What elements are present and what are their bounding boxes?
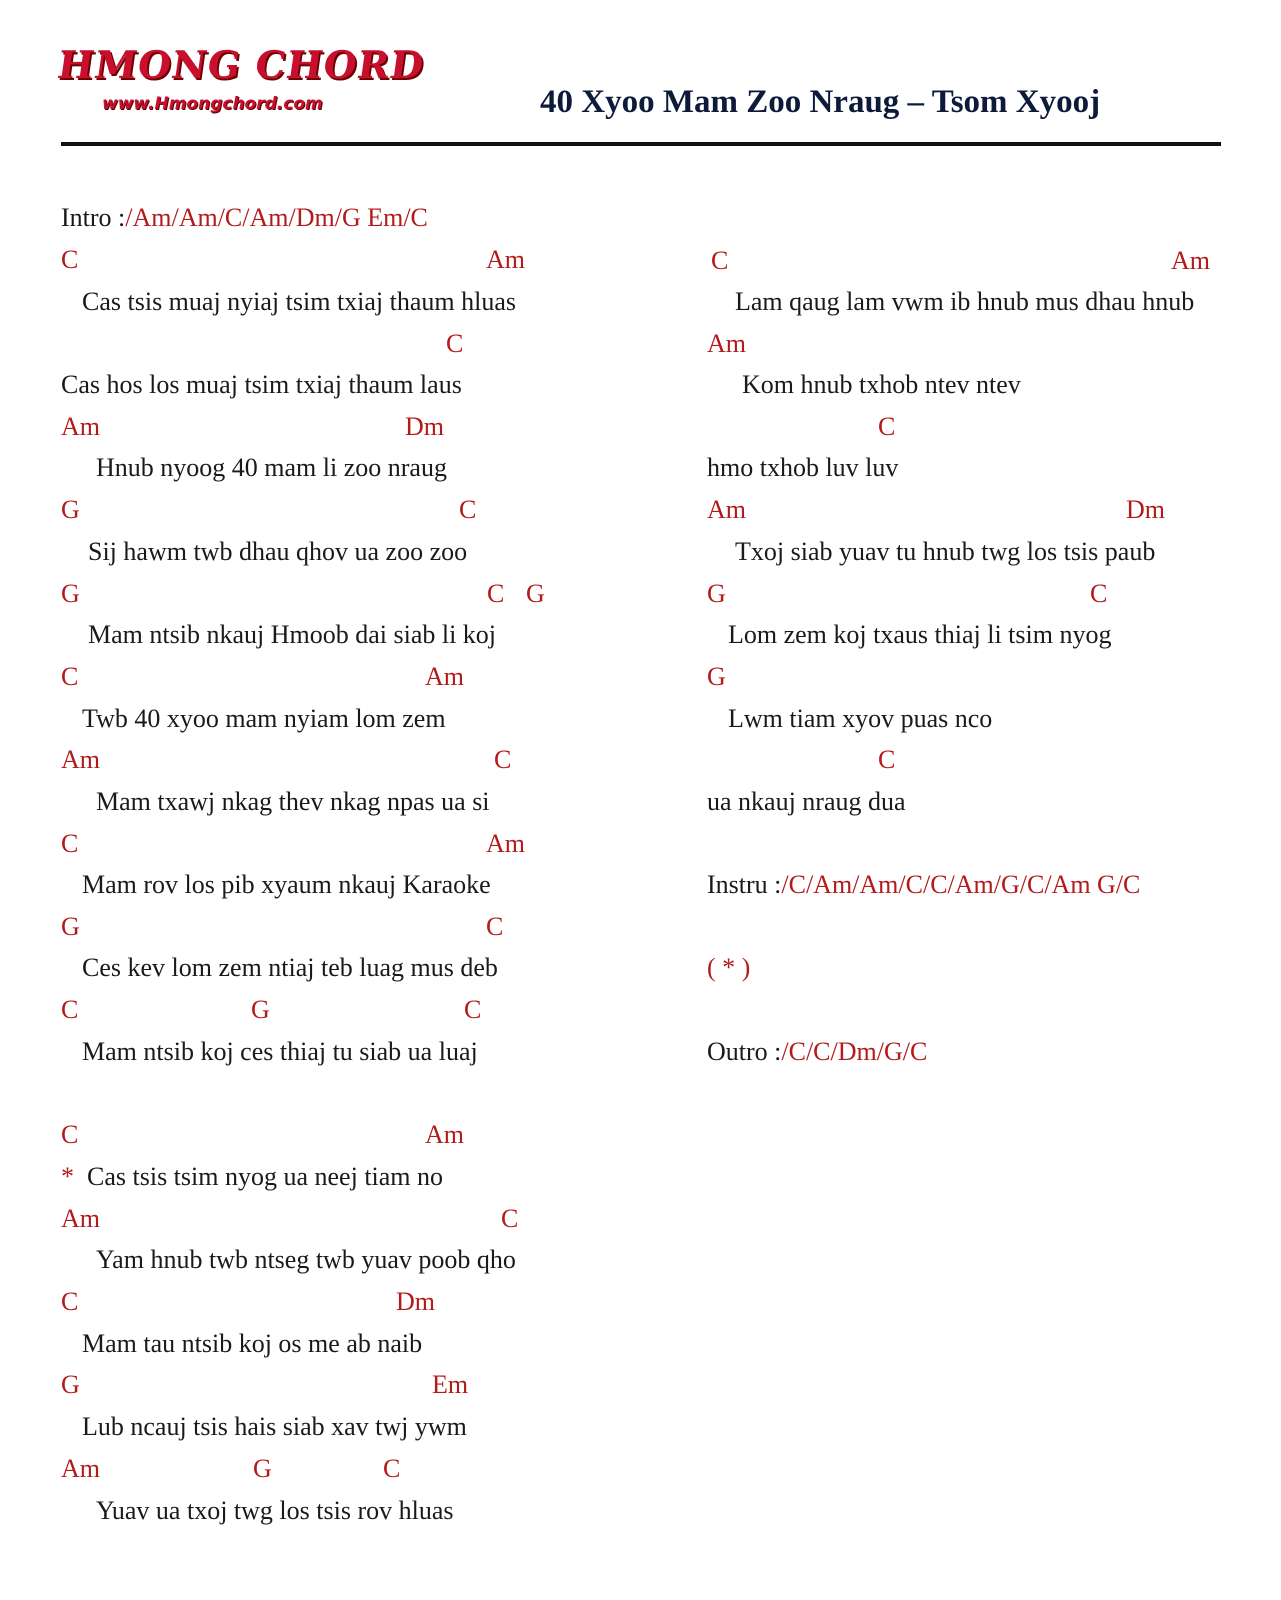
chord: Am	[707, 329, 746, 358]
chord: C	[486, 912, 504, 941]
chord: C	[61, 995, 79, 1024]
chord: C	[1090, 579, 1108, 608]
lyric-line: Kom hnub txhob ntev ntev	[742, 370, 1021, 399]
chord: C	[61, 245, 79, 274]
chord: Am	[425, 662, 464, 691]
chord: Am	[61, 412, 100, 441]
instru-label: Instru :	[707, 870, 782, 899]
chord: G	[61, 579, 80, 608]
chord: Dm	[396, 1287, 435, 1316]
chord: Am	[425, 1120, 464, 1149]
chord: G	[707, 662, 726, 691]
chord: Em	[432, 1370, 469, 1399]
chord: G	[526, 579, 545, 608]
chord: C	[711, 246, 729, 275]
lyric-line: Cas hos los muaj tsim txiaj thaum laus	[61, 370, 462, 399]
song-title: 40 Xyoo Mam Zoo Nraug – Tsom Xyooj	[540, 84, 1101, 120]
chord: Dm	[405, 412, 444, 441]
chord: C	[464, 995, 482, 1024]
chord: G	[61, 912, 80, 941]
chord: Dm	[1126, 495, 1165, 524]
chord: C	[878, 745, 896, 774]
chord: C	[487, 579, 505, 608]
lyric-line: Sij hawm twb dhau qhov ua zoo zoo	[88, 537, 468, 566]
chord: G	[61, 495, 80, 524]
lyric-line: Cas tsis muaj nyiaj tsim txiaj thaum hluas	[82, 287, 517, 316]
outro-line	[707, 1037, 927, 1067]
chord: C	[501, 1204, 519, 1233]
instru-line	[707, 870, 1140, 900]
outro-chords: /C/C/Dm/G/C	[781, 1037, 928, 1066]
intro-label: Intro :	[61, 203, 126, 232]
chord: Am	[486, 829, 525, 858]
lyric-line: Yuav ua txoj twg los tsis rov hluas	[96, 1496, 454, 1525]
lyric-line: Lam qaug lam vwm ib hnub mus dhau hnub	[735, 287, 1195, 316]
chord: G	[707, 579, 726, 608]
chord: Am	[707, 495, 746, 524]
chord: Am	[486, 245, 525, 274]
chord: Am	[1171, 246, 1210, 275]
lyric-line: ua nkauj nraug dua	[707, 787, 906, 816]
intro-chords: /Am/Am/C/Am/Dm/G Em/C	[125, 203, 428, 232]
chord: C	[61, 662, 79, 691]
lyric-line: Ces kev lom zem ntiaj teb luag mus deb	[82, 953, 498, 982]
chord: C	[61, 1120, 79, 1149]
lyric-line: Mam tau ntsib koj os me ab naib	[82, 1329, 423, 1358]
repeat-marker: ( * )	[707, 953, 751, 982]
intro-line	[61, 203, 428, 233]
lyric-line: Lom zem koj txaus thiaj li tsim nyog	[728, 620, 1112, 649]
lyric-line: Twb 40 xyoo mam nyiam lom zem	[82, 704, 446, 733]
site-logo	[54, 42, 428, 122]
chord: C	[61, 1287, 79, 1316]
chorus-marker: *	[61, 1162, 74, 1191]
chord: G	[61, 1370, 80, 1399]
chord: C	[383, 1454, 401, 1483]
chord: Am	[61, 1204, 100, 1233]
lyric-line: Mam ntsib nkauj Hmoob dai siab li koj	[88, 620, 497, 649]
chord: Am	[61, 1454, 100, 1483]
outro-label: Outro :	[707, 1037, 782, 1066]
instru-chords: /C/Am/Am/C/C/Am/G/C/Am G/C	[781, 870, 1141, 899]
chord: C	[61, 829, 79, 858]
lyric-line: Mam ntsib koj ces thiaj tu siab ua luaj	[82, 1037, 478, 1066]
chord: G	[253, 1454, 272, 1483]
lyric-line: Lwm tiam xyov puas nco	[728, 704, 993, 733]
lyric-line: Lub ncauj tsis hais siab xav twj ywm	[82, 1412, 467, 1441]
chord: C	[878, 412, 896, 441]
chord: C	[459, 495, 477, 524]
lyric-line	[61, 1162, 443, 1192]
lyric-line: Hnub nyoog 40 mam li zoo nraug	[96, 453, 447, 482]
lyric-text: Cas tsis tsim nyog ua neej tiam no	[87, 1162, 444, 1191]
lyric-line: Yam hnub twb ntseg twb yuav poob qho	[96, 1245, 516, 1274]
chord: G	[251, 995, 270, 1024]
chord: Am	[61, 745, 100, 774]
lyric-line: Mam rov los pib xyaum nkauj Karaoke	[82, 870, 491, 899]
chord: C	[446, 329, 464, 358]
logo-text: HMONG CHORD	[54, 42, 428, 87]
lyric-line: hmo txhob luv luv	[707, 453, 899, 482]
logo-url: www.Hmongchord.com	[102, 94, 323, 114]
lyric-line: Txoj siab yuav tu hnub twg los tsis paub	[735, 537, 1156, 566]
chord: C	[494, 745, 512, 774]
lyric-line: Mam txawj nkag thev nkag npas ua si	[96, 787, 490, 816]
header-divider	[61, 142, 1221, 146]
